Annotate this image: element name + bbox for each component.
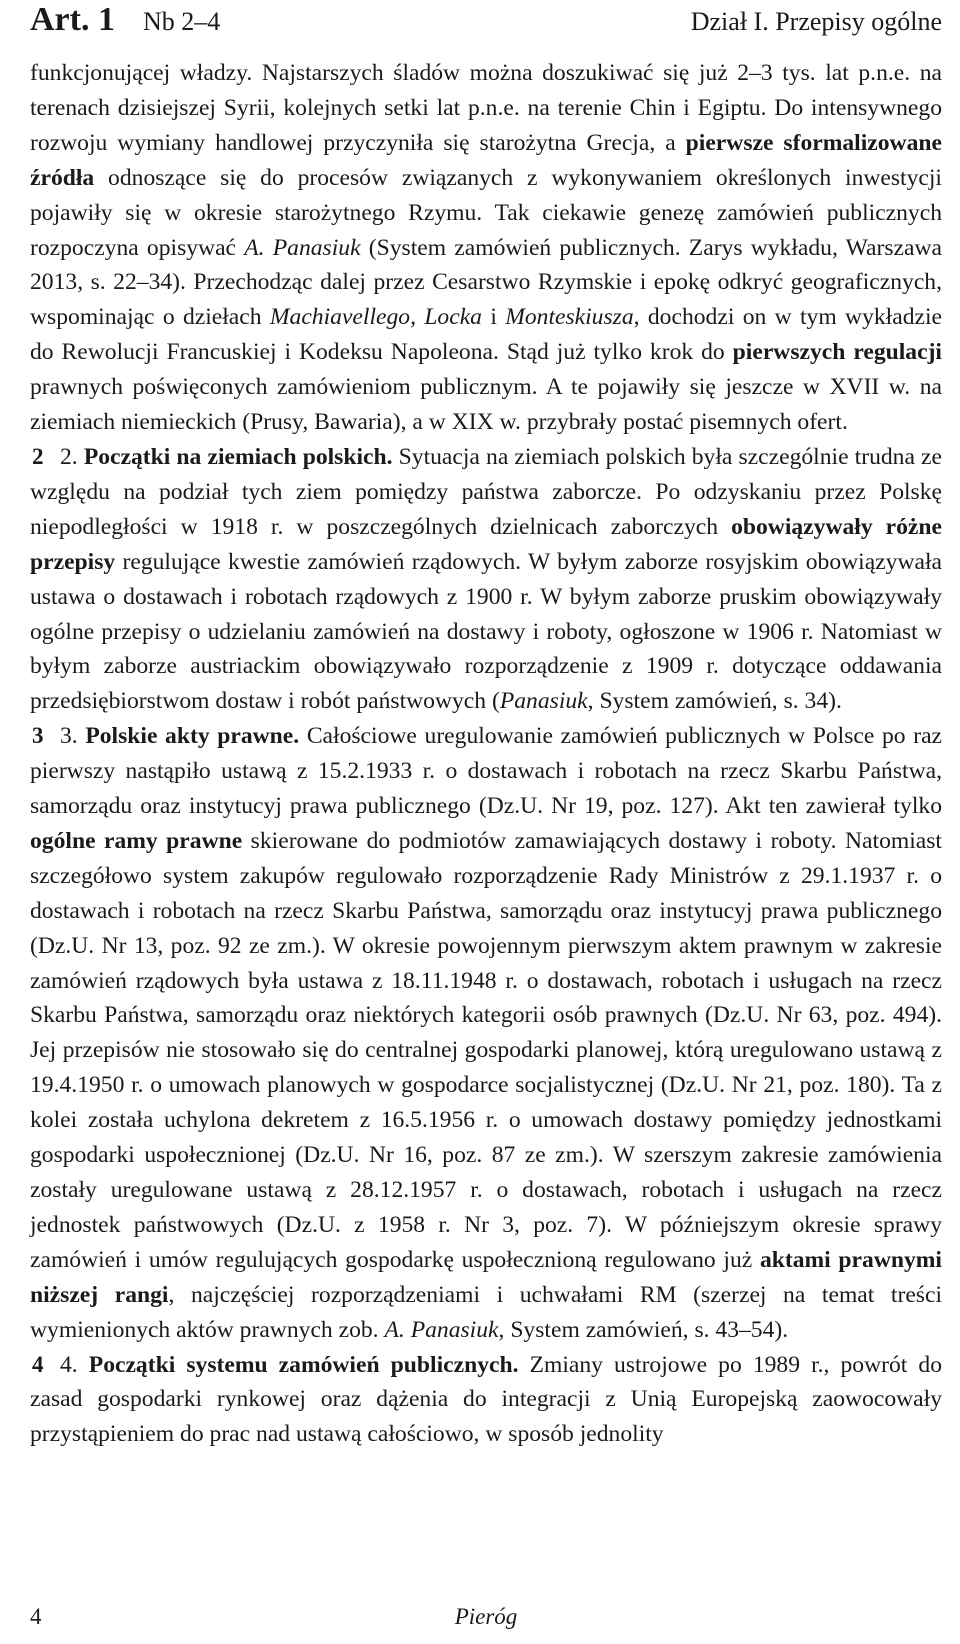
- margin-number: 2: [32, 443, 44, 469]
- bold-phrase: pierwszych regulacji: [732, 339, 942, 366]
- section-number: 3.: [60, 723, 86, 750]
- text-run: i: [481, 304, 506, 331]
- section-heading: Początki na ziemiach polskich.: [83, 443, 393, 470]
- section-2-paragraph: [30, 440, 942, 719]
- author-name: Machiavellego: [269, 304, 411, 331]
- text-run: odnoszące się do procesów związanych z wykonywaniem określonych inwestycji pojawiły się w okresie starożytnego Rzymu. Tak ciekawie genezę zamówień publicznych rozpoczyna opisywać: [30, 164, 942, 261]
- margin-number: 3: [32, 723, 44, 749]
- footer-author: Pieróg: [454, 1604, 518, 1629]
- bold-phrase: aktami prawnymi niższej rangi: [30, 1246, 942, 1308]
- section-heading: Polskie akty prawne.: [85, 723, 300, 750]
- section-number: 2.: [60, 443, 84, 470]
- author-name: Panasiuk: [499, 688, 588, 715]
- running-header: [30, 0, 942, 46]
- text-run: (System zamówień publicznych. Zarys wykładu, Warszawa 2013, s. 22–34). Przechodząc dalej przez Cesarstwo Rzymskie i epokę odkryć geograficznych, wspominając o dziełach: [30, 234, 942, 331]
- document-body: [30, 56, 942, 1452]
- text-run: , System zamówień, s. 34).: [587, 688, 842, 715]
- text-run: Zmiany ustrojowe po 1989 r., powrót do zasad gospodarki rynkowej oraz dążenia do integracji z Unią Europejską zaowocowały przystąpieniem do prac nad ustawą całościowo, w sposób jednolity: [30, 1351, 943, 1448]
- section-3-paragraph: [30, 719, 942, 1347]
- bold-phrase: pierwsze sformalizowane źródła: [30, 129, 942, 191]
- author-name: Locka: [424, 304, 482, 331]
- text-run: , najczęściej rozporządzeniami i uchwałami RM (szerzej na temat treści wymienionych aktów prawnych zob.: [30, 1281, 942, 1343]
- text-run: ,: [410, 304, 425, 331]
- text-run: Sytuacja na ziemiach polskich była szczególnie trudna ze względu na podział tych ziem pomiędzy państwa zaborcze. Po odzyskaniu przez Polskę niepodległości w 1918 r. w poszczególnych dzielnicach zaborczych: [30, 443, 943, 540]
- paragraph-continued: [30, 56, 942, 440]
- section-title: Dział I. Przepisy ogólne: [690, 7, 942, 36]
- page-number: 4: [30, 1604, 42, 1629]
- text-run: regulujące kwestie zamówień rządowych. W byłym zaborze rosyjskim obowiązywała ustawa o dostawach i robotach rządowych z 1900 r. W byłym zaborze pruskim obowiązywały ogólne przepisy o udzielaniu zamówień na dostawy i roboty, ogłoszone w 1906 r. Natomiast w byłym zaborze austriackim obowiązywało rozporządzenie z 1909 r. dotyczące oddawania przedsiębiorstwom dostaw i robót państwowych (: [30, 548, 942, 715]
- margin-number-range: Nb 2–4: [142, 7, 221, 36]
- section-number: 4.: [60, 1351, 89, 1378]
- bold-phrase: obowiązywały różne przepisy: [30, 513, 942, 575]
- text-run: , System zamówień, s. 43–54).: [498, 1316, 789, 1343]
- article-label: Art. 1: [30, 1, 115, 38]
- text-run: funkcjonującej władzy. Najstarszych śladów można doszukiwać się już 2–3 tys. lat p.n.e. na terenach dzisiejszej Syrii, kolejnych setki lat p.n.e. na terenie Chin i Egiptu. Do intensywnego rozwoju wymiany handlowej przyczyniła się starożytna Grecja, a: [30, 60, 942, 156]
- author-name: Monteskiusza: [505, 304, 634, 331]
- section-heading: Początki systemu zamówień publicznych.: [88, 1351, 519, 1378]
- margin-number: 4: [32, 1351, 44, 1377]
- page-footer: [30, 1604, 942, 1638]
- section-4-paragraph: [30, 1348, 942, 1453]
- author-name: A. Panasiuk: [244, 234, 361, 261]
- text-run: prawnych poświęconych zamówieniom publicznym. A te pojawiły się jeszcze w XVII w. na ziemiach niemieckich (Prusy, Bawaria), a w XIX w. przybrały postać pisemnych ofert.: [30, 374, 942, 436]
- author-name: A. Panasiuk: [384, 1316, 499, 1343]
- text-run: Całościowe uregulowanie zamówień publicznych w Polsce po raz pierwszy nastąpiło ustawą z 15.2.1933 r. o dostawach i robotach na rzecz Skarbu Państwa, samorządu oraz instytucyj prawa publicznego (Dz.U. Nr 19, poz. 127). Akt ten zawierał tylko: [30, 723, 943, 820]
- bold-phrase: ogólne ramy prawne: [30, 827, 243, 854]
- text-run: , dochodzi on w tym wykładzie do Rewolucji Francuskiej i Kodeksu Napoleona. Stąd już tylko krok do: [30, 304, 942, 366]
- text-run: skierowane do podmiotów zamawiających dostawy i roboty. Natomiast szczegółowo system zakupów regulowało rozporządzenie Rady Ministrów z 29.1.1937 r. o dostawach i robotach na rzecz Skarbu Państwa, samorządu oraz instytucyj prawa publicznego (Dz.U. Nr 13, poz. 92 ze zm.). W okresie powojennym pierwszym aktem prawnym w zakresie zamówień rządowych była ustawa z 18.11.1948 r. o dostawach, robotach i usługach na rzecz Skarbu Państwa, samorządu oraz niektórych kategorii osób prawnych (Dz.U. Nr 63, poz. 494). Jej przepisów nie stosowało się do centralnej gospodarki planowej, którą uregulowano ustawą z 19.4.1950 r. o umowach planowych w gospodarce socjalistycznej (Dz.U. Nr 21, poz. 180). Ta z kolei została uchylona dekretem z 16.5.1956 r. o umowach dostawy pomiędzy jednostkami gospodarki uspołecznionej (Dz.U. Nr 16, poz. 87 ze zm.). W szerszym zakresie zamówienia zostały uregulowane ustawą z 28.12.1957 r. o dostawach, robotach i usługach na rzecz jednostek państwowych (Dz.U. z 1958 r. Nr 3, poz. 7). W późniejszym okresie sprawy zamówień i umów regulujących gospodarkę uspołecznioną regulowano już: [30, 827, 942, 1273]
